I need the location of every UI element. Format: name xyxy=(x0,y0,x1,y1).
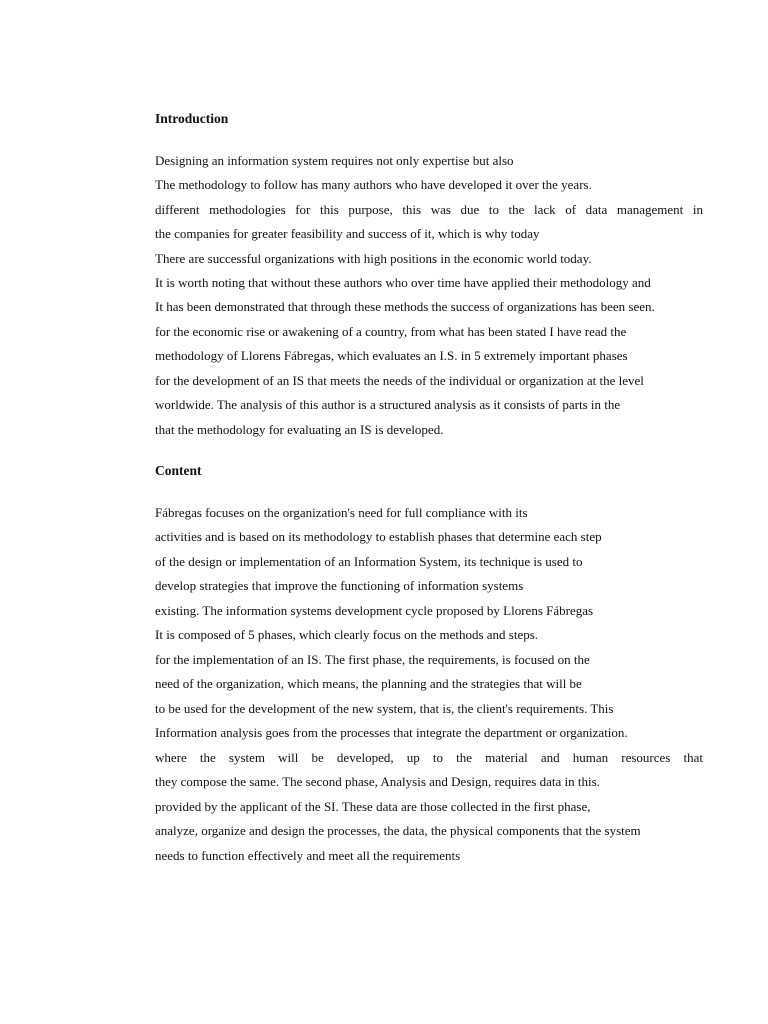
introduction-line: for the economic rise or awakening of a country, from what has been stated I have read the xyxy=(155,324,627,339)
content-line: Information analysis goes from the processes that integrate the department or organization. xyxy=(155,725,628,740)
content-line: needs to function effectively and meet all the requirements xyxy=(155,848,461,863)
content-line: to be used for the development of the new system, that is, the client's requirements. This xyxy=(155,701,614,716)
introduction-line: It has been demonstrated that through these methods the success of organizations has been seen. xyxy=(155,299,655,314)
introduction-line: that the methodology for evaluating an IS is developed. xyxy=(155,422,444,437)
content-line: It is composed of 5 phases, which clearly focus on the methods and steps. xyxy=(155,627,539,642)
introduction-line: worldwide. The analysis of this author is a structured analysis as it consists of parts in the xyxy=(155,397,621,412)
introduction-line: for the development of an IS that meets the needs of the individual or organization at the level xyxy=(155,373,644,388)
content-line: they compose the same. The second phase, Analysis and Design, requires data in this. xyxy=(155,774,600,789)
content-line: activities and is based on its methodology to establish phases that determine each step xyxy=(155,529,602,544)
content-line: provided by the applicant of the SI. These data are those collected in the first phase, xyxy=(155,799,591,814)
content-line: where the system will be developed, up to the material and human resources that xyxy=(155,750,703,765)
introduction-line: The methodology to follow has many authors who have developed it over the years. xyxy=(155,177,592,192)
content-line: existing. The information systems development cycle proposed by Llorens Fábregas xyxy=(155,603,594,618)
introduction-line: different methodologies for this purpose, this was due to the lack of data management in xyxy=(155,202,703,217)
content-line: for the implementation of an IS. The first phase, the requirements, is focused on the xyxy=(155,652,590,667)
content-heading: Content xyxy=(155,463,202,478)
introduction-line: Designing an information system requires not only expertise but also xyxy=(155,153,514,168)
introduction-line: It is worth noting that without these authors who over time have applied their methodology and xyxy=(155,275,651,290)
content-line: Fábregas focuses on the organization's need for full compliance with its xyxy=(155,505,528,520)
content-line: analyze, organize and design the processes, the data, the physical components that the system xyxy=(155,823,641,838)
content-line: develop strategies that improve the functioning of information systems xyxy=(155,578,524,593)
introduction-heading: Introduction xyxy=(155,111,229,126)
introduction-line: the companies for greater feasibility and success of it, which is why today xyxy=(155,226,540,241)
content-line: need of the organization, which means, the planning and the strategies that will be xyxy=(155,676,582,691)
introduction-line: methodology of Llorens Fábregas, which evaluates an I.S. in 5 extremely important phases xyxy=(155,348,628,363)
content-line: of the design or implementation of an Information System, its technique is used to xyxy=(155,554,583,569)
introduction-line: There are successful organizations with high positions in the economic world today. xyxy=(155,251,592,266)
